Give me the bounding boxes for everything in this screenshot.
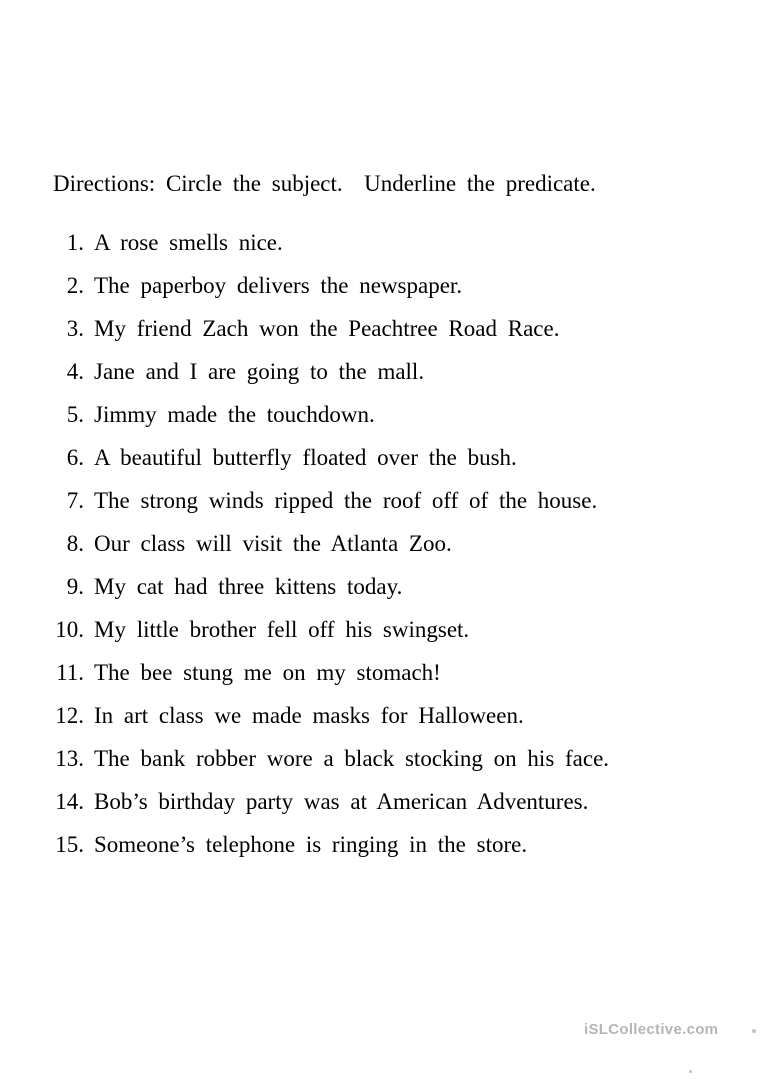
item-text: Someone’s telephone is ringing in the store. [94,832,528,857]
item-number: 4. [66,359,84,384]
list-item [50,831,730,874]
item-text: The strong winds ripped the roof off of the house. [94,488,598,513]
list-item [50,788,730,831]
item-number: 7. [66,488,84,513]
list-item [50,229,730,272]
item-number: 13. [55,746,84,771]
item-text: The paperboy delivers the newspaper. [94,273,463,298]
item-text: A beautiful butterfly floated over the bush. [94,445,517,470]
list-item [50,573,730,616]
item-number: 2. [66,273,84,298]
item-number: 10. [55,617,84,642]
item-number: 12. [55,703,84,728]
list-item [50,530,730,573]
item-text: My cat had three kittens today. [94,574,403,599]
item-number: 14. [55,789,84,814]
item-text: Bob’s birthday party was at American Adventures. [94,789,589,814]
item-number: 5. [66,402,84,427]
dot-artifact [689,1070,692,1073]
item-text: The bee stung me on my stomach! [94,660,441,685]
directions-text: Directions: Circle the subject. Underline the predicate. [53,171,596,196]
list-item [50,358,730,401]
item-number: 6. [66,445,84,470]
list-item [50,702,730,745]
list-item [50,659,730,702]
sentence-list [50,229,730,874]
item-text: The bank robber wore a black stocking on his face. [94,746,610,771]
item-number: 8. [66,531,84,556]
item-text: In art class we made masks for Halloween. [94,703,524,728]
list-item [50,315,730,358]
list-item [50,444,730,487]
item-text: My little brother fell off his swingset. [94,617,470,642]
item-text: A rose smells nice. [94,230,283,255]
list-item [50,401,730,444]
item-text: My friend Zach won the Peachtree Road Race. [94,316,560,341]
item-number: 1. [66,230,84,255]
item-number: 11. [56,660,84,685]
islcollective-watermark: iSLCollective.com [584,1021,719,1038]
list-item [50,272,730,315]
list-item [50,616,730,659]
item-text: Jane and I are going to the mall. [94,359,425,384]
item-text: Our class will visit the Atlanta Zoo. [94,531,452,556]
item-number: 3. [66,316,84,341]
item-number: 15. [55,832,84,857]
item-number: 9. [66,574,84,599]
list-item [50,745,730,788]
list-item [50,487,730,530]
item-text: Jimmy made the touchdown. [94,402,375,427]
dot-artifact [752,1029,756,1033]
